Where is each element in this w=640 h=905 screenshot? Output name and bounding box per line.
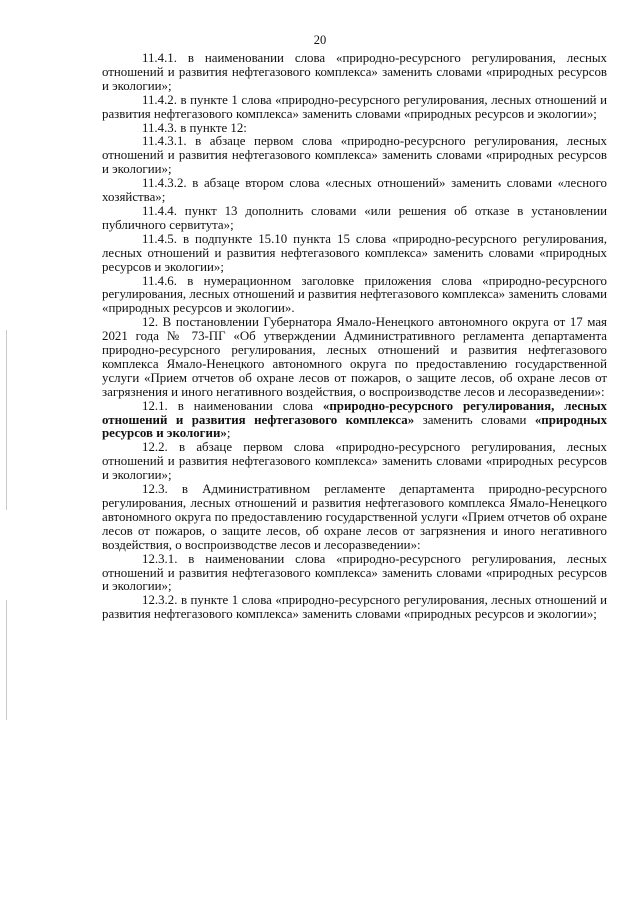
paragraph-12-1-suffix: ; xyxy=(226,426,231,441)
paragraph-12: 12. В постановлении Губернатора Ямало-Ненецкого автономного округа от 17 мая 2021 года № 73-ПГ «Об утверждении Административного регламента департамента природно-ресурсного регулирования, лесных отношений и развития нефтегазового комплекса Ямало-Ненецкого автономного округа по предоставлению государственной услуги «Прием отчетов об охране лесов от пожаров, о защите лесов, об охране лесов от загрязнения и иного негативного воздействия, о воспроизводстве лесов и лесоразведении»: xyxy=(102,315,607,399)
paragraph-12-3-1: 12.3.1. в наименовании слова «природно-ресурсного регулирования, лесных отношений и развития нефтегазового комплекса» заменить словами «природных ресурсов и экологии»; xyxy=(102,551,607,594)
paragraph-11-4-4: 11.4.4. пункт 13 дополнить словами «или решения об отказе в установлении публичного сервитута»; xyxy=(102,203,607,232)
paragraph-11-4-3-2: 11.4.3.2. в абзаце втором слова «лесных отношений» заменить словами «лесного хозяйства»; xyxy=(102,176,607,205)
scan-margin-line xyxy=(6,600,7,720)
paragraph-11-4-6: 11.4.6. в нумерационном заголовке приложения слова «природно-ресурсного регулирования, лесных отношений и развития нефтегазового комплекса» заменить словами «природных ресурсов и экологии». xyxy=(102,273,607,316)
scan-margin-line xyxy=(6,330,7,510)
paragraph-12-1-prefix: 12.1. в наименовании слова xyxy=(142,398,323,413)
paragraph-11-4-2: 11.4.2. в пункте 1 слова «природно-ресурсного регулирования, лесных отношений и развития нефтегазового комплекса» заменить словами «природных ресурсов и экологии»; xyxy=(102,92,607,121)
paragraph-12-3-2: 12.3.2. в пункте 1 слова «природно-ресурсного регулирования, лесных отношений и развития нефтегазового комплекса» заменить словами «природных ресурсов и экологии»; xyxy=(102,593,607,622)
paragraph-12-1 xyxy=(102,400,607,442)
paragraph-12-1-bold-phrase: «природно-ресурсного регулирования, лесных отношений и развития нефтегазового комплекса» xyxy=(102,398,607,427)
paragraph-11-4-5: 11.4.5. в подпункте 15.10 пункта 15 слова «природно-ресурсного регулирования, лесных отношений и развития нефтегазового комплекса» заменить словами «природных ресурсов и экологии»; xyxy=(102,231,607,274)
paragraph-12-3: 12.3. в Административном регламенте департамента природно-ресурсного регулирования, лесных отношений и развития нефтегазового комплекса Ямало-Ненецкого автономного округа по предоставлению государственной услуги «Прием отчетов об охране лесов от пожаров, о защите лесов, об охране лесов от загрязнения и иного негативного воздействия, о воспроизводстве лесов и лесоразведении»: xyxy=(102,482,607,552)
paragraph-12-1-bold-replacement: «природных ресурсов и экологии» xyxy=(102,412,608,441)
paragraph-11-4-3: 11.4.3. в пункте 12: xyxy=(142,120,247,135)
paragraph-11-4-3-1: 11.4.3.1. в абзаце первом слова «природно-ресурсного регулирования, лесных отношений и развития нефтегазового комплекса» заменить словами «природных ресурсов и экологии»; xyxy=(102,134,607,177)
paragraph-12-2: 12.2. в абзаце первом слова «природно-ресурсного регулирования, лесных отношений и развития нефтегазового комплекса» заменить словами «природных ресурсов и экологии»; xyxy=(102,440,607,483)
paragraph-12-1-middle: заменить словами xyxy=(414,412,535,427)
paragraph-11-4-1: 11.4.1. в наименовании слова «природно-ресурсного регулирования, лесных отношений и развития нефтегазового комплекса» заменить словами «природных ресурсов и экологии»; xyxy=(102,51,607,93)
page-number: 20 xyxy=(313,33,327,47)
document-body xyxy=(102,52,607,622)
